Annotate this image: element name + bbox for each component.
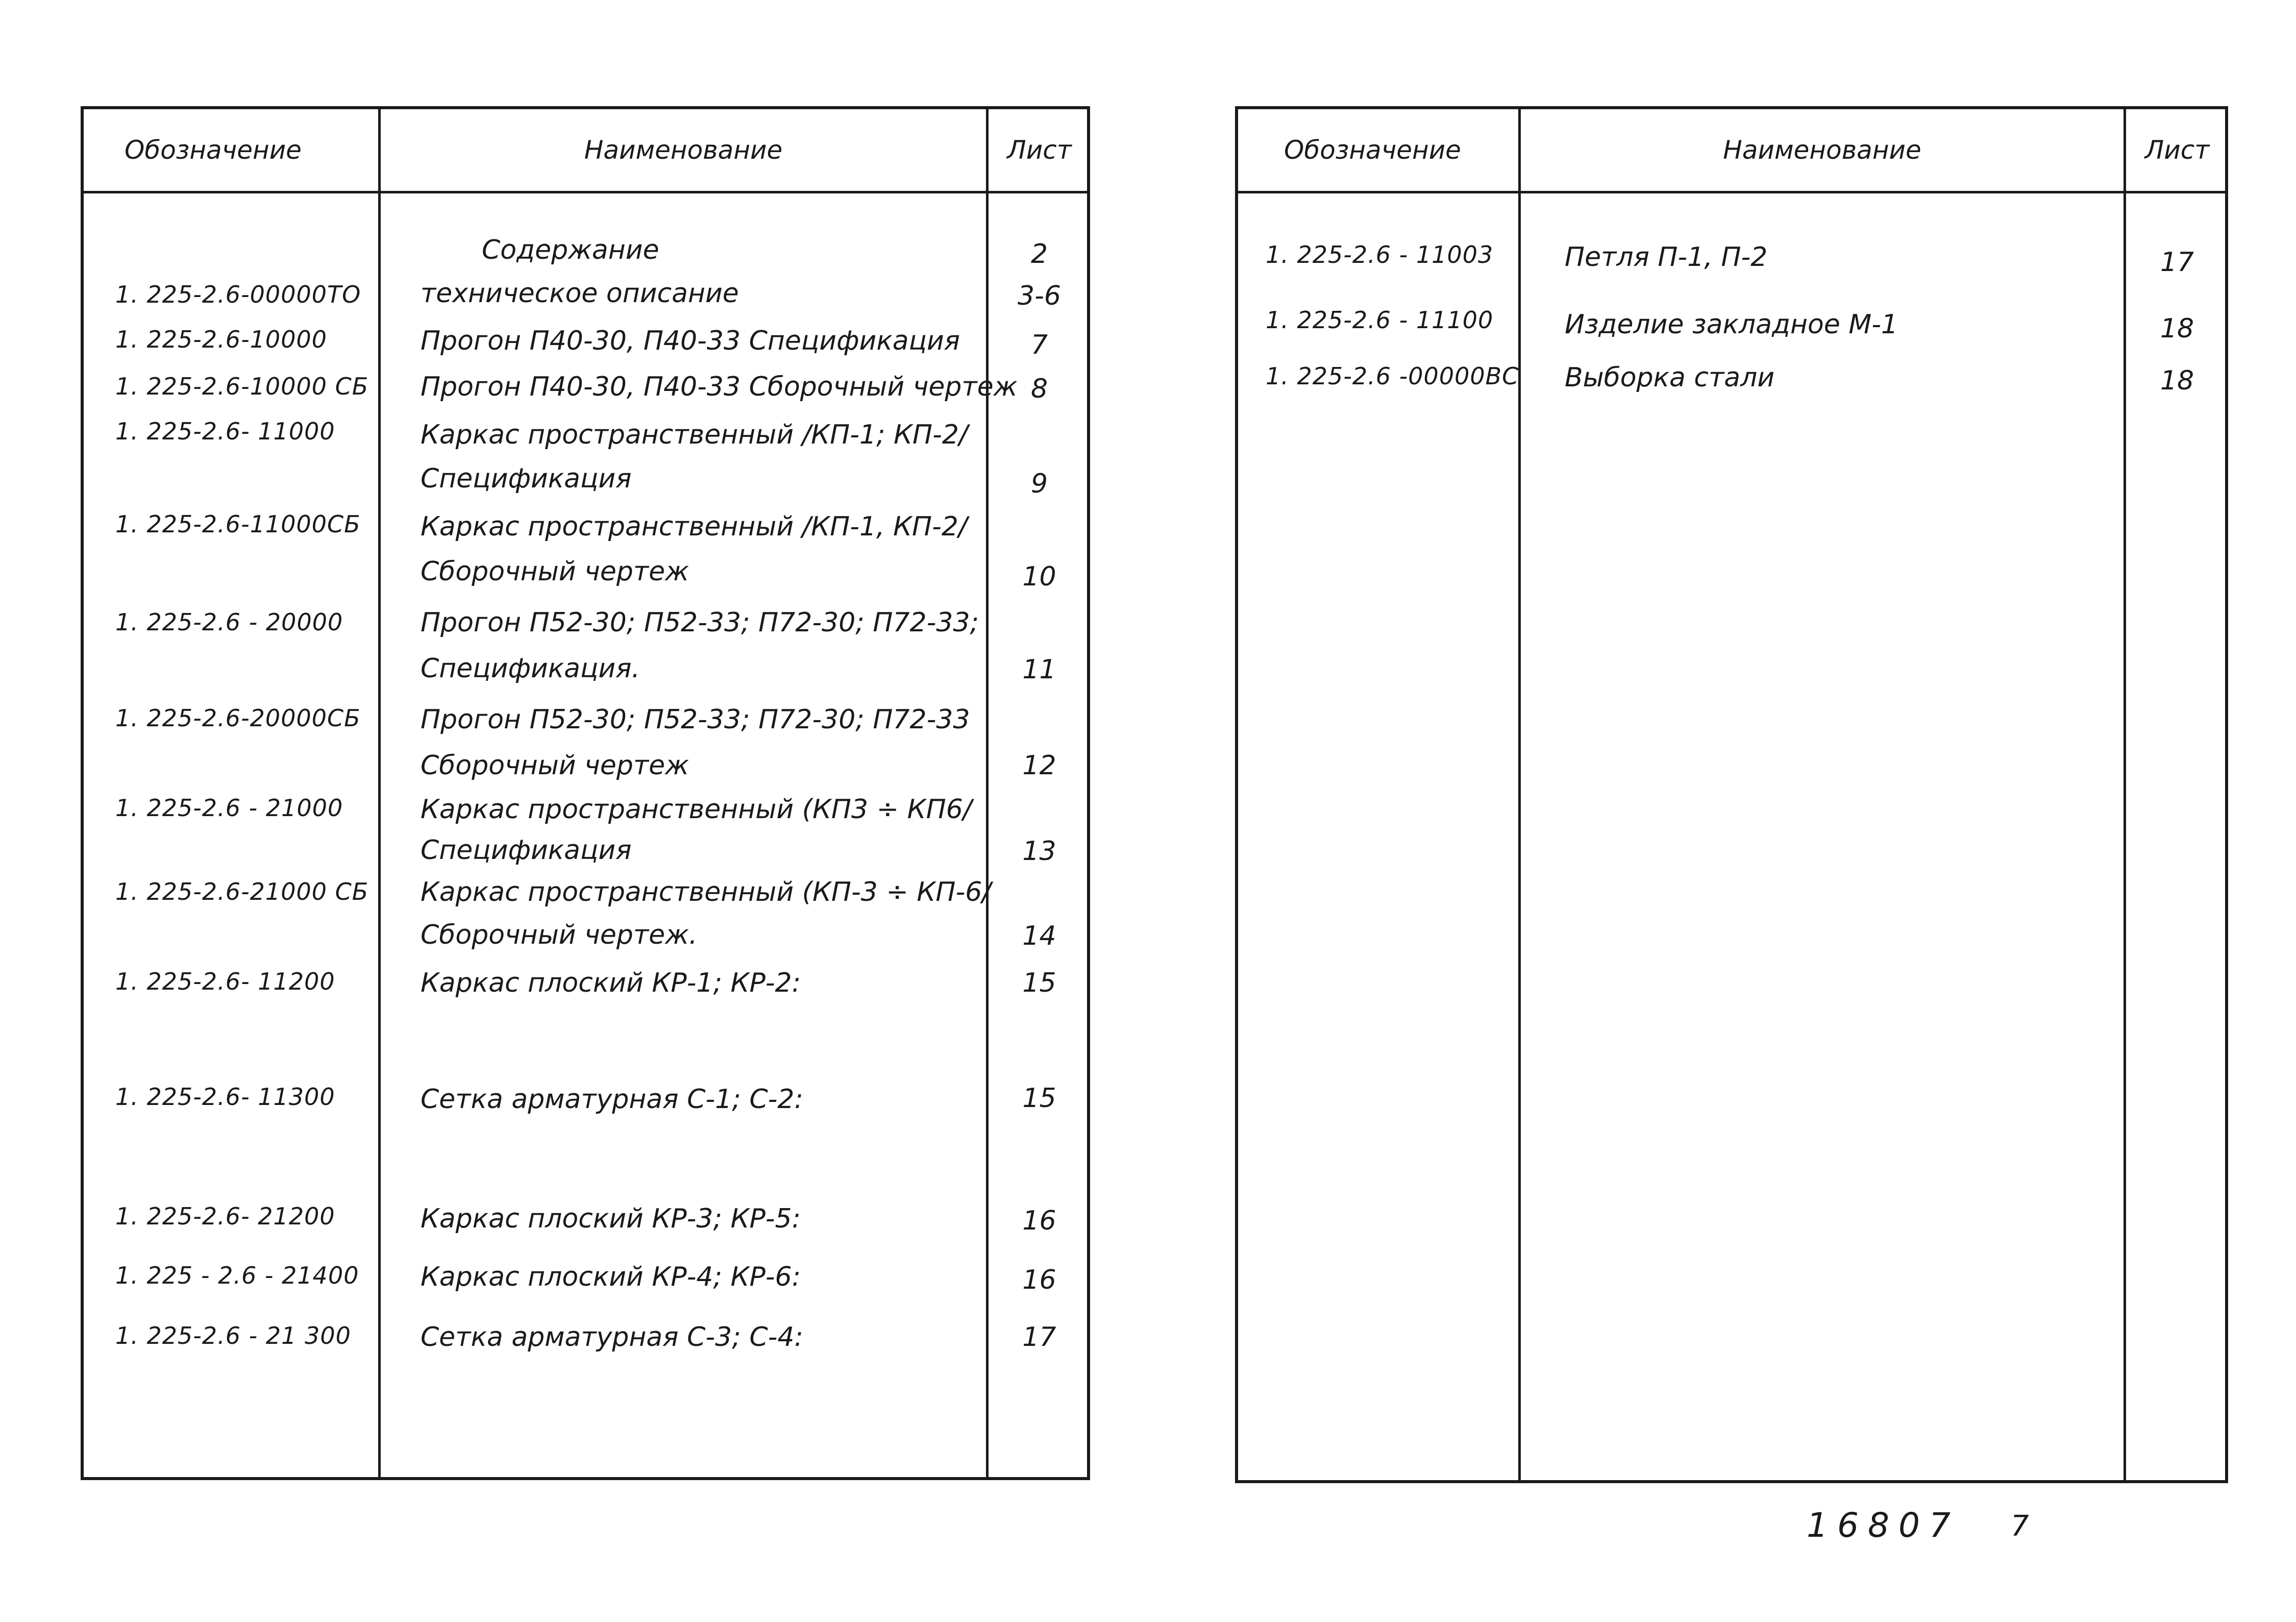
row-name: Изделие закладное М-1 (1565, 309, 1898, 340)
row-designation: 1. 225-2.6- 11000 (115, 417, 335, 445)
row-sheet: 9 (1030, 469, 1048, 499)
header-sheet: Лист (2144, 135, 2210, 165)
row-name: Каркас пространственный (КП-3 ÷ КП-6/ (421, 877, 991, 907)
row-name: Выборка стали (1565, 362, 1775, 393)
row-name: Сетка арматурная С-1; С-2: (421, 1084, 803, 1115)
row-name: техническое описание (421, 278, 739, 309)
row-designation: 1. 225-2.6- 21200 (115, 1202, 335, 1230)
document-number: 16807 (1807, 1506, 1960, 1545)
row-sheet: 17 (2160, 247, 2194, 278)
row-name: Каркас плоский КР-1; КР-2: (421, 968, 801, 998)
row-name: Петля П-1, П-2 (1565, 242, 1768, 273)
row-sheet: 3-6 (1018, 281, 1061, 311)
row-name: Сборочный чертеж (421, 556, 689, 587)
row-sheet: 16 (1022, 1206, 1056, 1236)
row-name: Прогон П52-30; П52-33; П72-30; П72-33; (421, 607, 979, 638)
header-divider (1238, 191, 2225, 193)
row-designation: 1. 225-2.6 -00000ВС (1266, 362, 1519, 390)
row-name: Сборочный чертеж (421, 750, 689, 781)
column-divider (1518, 109, 1521, 1480)
row-designation: 1. 225-2.6-21000 СБ (115, 878, 369, 905)
row-name: Спецификация. (421, 653, 640, 684)
page-number: 7 (2011, 1510, 2038, 1543)
row-designation: 1. 225-2.6-11000СБ (115, 510, 361, 538)
header-name: Наименование (584, 135, 783, 165)
column-divider (2124, 109, 2126, 1480)
header-designation: Обозначение (125, 135, 302, 165)
row-designation: 1. 225-2.6-10000 (115, 326, 327, 353)
row-name: Каркас пространственный (КП3 ÷ КП6/ (421, 794, 972, 825)
contents-table-left (81, 106, 1090, 1480)
row-designation: 1. 225-2.6-10000 СБ (115, 373, 369, 400)
row-sheet: 8 (1030, 374, 1048, 404)
row-designation: 1. 225-2.6- 11300 (115, 1083, 335, 1111)
row-sheet: 11 (1022, 654, 1056, 685)
row-name: Прогон П40-30, П40-33 Спецификация (421, 326, 960, 356)
row-sheet: 2 (1030, 239, 1048, 269)
row-sheet: 13 (1022, 836, 1056, 867)
row-name: Прогон П40-30, П40-33 Сборочный чертеж (421, 372, 1018, 402)
row-sheet: 17 (1022, 1322, 1056, 1353)
row-name: Сетка арматурная С-3; С-4: (421, 1322, 803, 1353)
row-sheet: 18 (2160, 313, 2194, 344)
row-name: Сборочный чертеж. (421, 920, 698, 950)
row-designation: 1. 225-2.6 - 21000 (115, 794, 343, 822)
row-designation: 1. 225 - 2.6 - 21400 (115, 1262, 359, 1289)
row-name: Каркас плоский КР-4; КР-6: (421, 1262, 801, 1292)
row-sheet: 12 (1022, 750, 1056, 781)
row-designation: 1. 225-2.6-20000СБ (115, 704, 361, 732)
row-name: Каркас плоский КР-3; КР-5: (421, 1203, 801, 1234)
row-sheet: 7 (1030, 330, 1048, 360)
row-name: Спецификация (421, 463, 632, 494)
row-designation: 1. 225-2.6- 11200 (115, 968, 335, 995)
row-designation: 1. 225-2.6 - 21 300 (115, 1322, 351, 1349)
header-divider (84, 191, 1087, 193)
row-designation: 1. 225-2.6-00000ТО (115, 281, 361, 308)
contents-table-right (1235, 106, 2228, 1483)
header-name: Наименование (1723, 135, 1921, 165)
row-sheet: 10 (1022, 561, 1056, 592)
row-sheet: 14 (1022, 921, 1056, 951)
header-sheet: Лист (1007, 135, 1072, 165)
row-sheet: 18 (2160, 365, 2194, 396)
row-name: Каркас пространственный /КП-1; КП-2/ (421, 420, 968, 450)
row-sheet: 15 (1022, 968, 1056, 998)
row-designation: 1. 225-2.6 - 20000 (115, 608, 343, 636)
contents-heading: Содержание (482, 235, 659, 265)
column-divider (378, 109, 381, 1477)
row-name: Спецификация (421, 835, 632, 866)
header-designation: Обозначение (1284, 135, 1461, 165)
row-sheet: 16 (1022, 1265, 1056, 1295)
row-designation: 1. 225-2.6 - 11100 (1266, 306, 1494, 334)
row-designation: 1. 225-2.6 - 11003 (1266, 241, 1494, 268)
row-sheet: 15 (1022, 1083, 1056, 1114)
row-name: Каркас пространственный /КП-1, КП-2/ (421, 511, 968, 542)
row-name: Прогон П52-30; П52-33; П72-30; П72-33 (421, 704, 970, 735)
